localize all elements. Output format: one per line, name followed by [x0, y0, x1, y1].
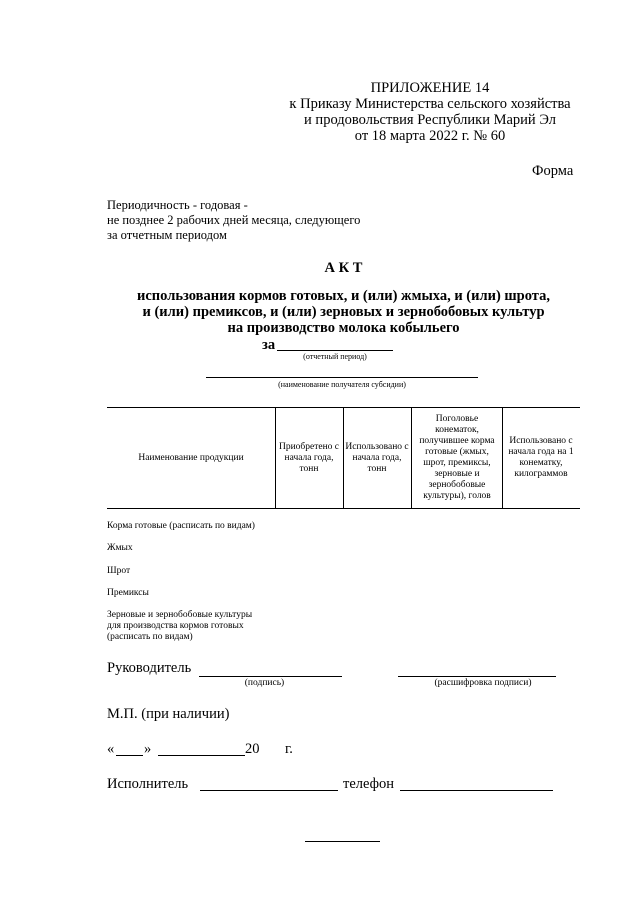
act-title-line1: использования кормов готовых, и (или) жмыха, и (или) шрота, [137, 288, 550, 304]
column-header-product: Наименование продукции [138, 452, 244, 463]
appendix-title: ПРИЛОЖЕНИЕ 14 [370, 80, 490, 96]
table-col-divider [411, 407, 412, 508]
act-heading: А К Т [324, 260, 363, 276]
head-name-field[interactable] [398, 676, 556, 677]
table-row-label: Зерновые и зернобобовые культуры [107, 610, 253, 620]
phone-label: телефон [343, 776, 395, 792]
period-field[interactable] [277, 350, 393, 351]
column-header-used: Использовано с начала года, тонн [345, 441, 409, 474]
table-row-label: для производства кормов готовых [107, 621, 244, 631]
date-year-suffix: г. [285, 741, 293, 757]
recipient-caption: (наименование получателя субсидии) [278, 380, 406, 389]
date-month-field[interactable] [158, 755, 245, 756]
periodicity-line3: за отчетным периодом [107, 228, 227, 242]
date-quote-close: » [144, 741, 152, 757]
footer-separator [305, 841, 380, 842]
order-date: от 18 марта 2022 г. № 60 [354, 128, 506, 144]
recipient-field[interactable] [206, 377, 478, 378]
period-caption: (отчетный период) [303, 352, 367, 361]
table-header-bottom-border [107, 508, 580, 509]
date-year-prefix: 20 [245, 741, 260, 757]
phone-field[interactable] [400, 790, 553, 791]
signature-decode-caption: (расшифровка подписи) [434, 678, 532, 688]
table-row-label: Жмых [107, 543, 133, 553]
executor-label: Исполнитель [107, 776, 189, 792]
periodicity-line2: не позднее 2 рабочих дней месяца, следующего [107, 213, 361, 227]
table-col-divider [275, 407, 276, 508]
table-col-divider [502, 407, 503, 508]
signature-caption: (подпись) [244, 678, 285, 688]
table-col-divider [343, 407, 344, 508]
table-row-label: Премиксы [107, 588, 149, 598]
table-row-label: Корма готовые (расписать по видам) [107, 521, 255, 531]
stamp-label: М.П. (при наличии) [107, 706, 230, 722]
period-prefix: за [262, 337, 276, 353]
periodicity-line1: Периодичность - годовая - [107, 198, 248, 212]
act-title-line3: на производство молока кобыльего [227, 320, 460, 336]
table-row-label: Шрот [107, 566, 131, 576]
order-reference-line2: и продовольствия Республики Марий Эл [304, 112, 556, 128]
act-title-line2: и (или) премиксов, и (или) зерновых и зернобобовых культур [142, 304, 545, 320]
executor-field[interactable] [200, 790, 338, 791]
order-reference-line1: к Приказу Министерства сельского хозяйства [289, 96, 571, 112]
date-day-field[interactable] [116, 755, 143, 756]
head-signature-field[interactable] [199, 676, 342, 677]
date-quote-open: « [107, 741, 115, 757]
column-header-mares: Поголовье конематок, получившее корма готовые (жмых, шрот, премиксы, зерновые и зернобобовые культуры), голов [419, 414, 495, 501]
column-header-per-mare: Использовано с начала года на 1 конематку, килограммов [508, 436, 574, 479]
column-header-purchased: Приобретено с начала года, тонн [278, 441, 340, 474]
head-label: Руководитель [107, 660, 192, 676]
form-label: Форма [532, 163, 574, 179]
table-row-label: (расписать по видам) [107, 632, 193, 642]
